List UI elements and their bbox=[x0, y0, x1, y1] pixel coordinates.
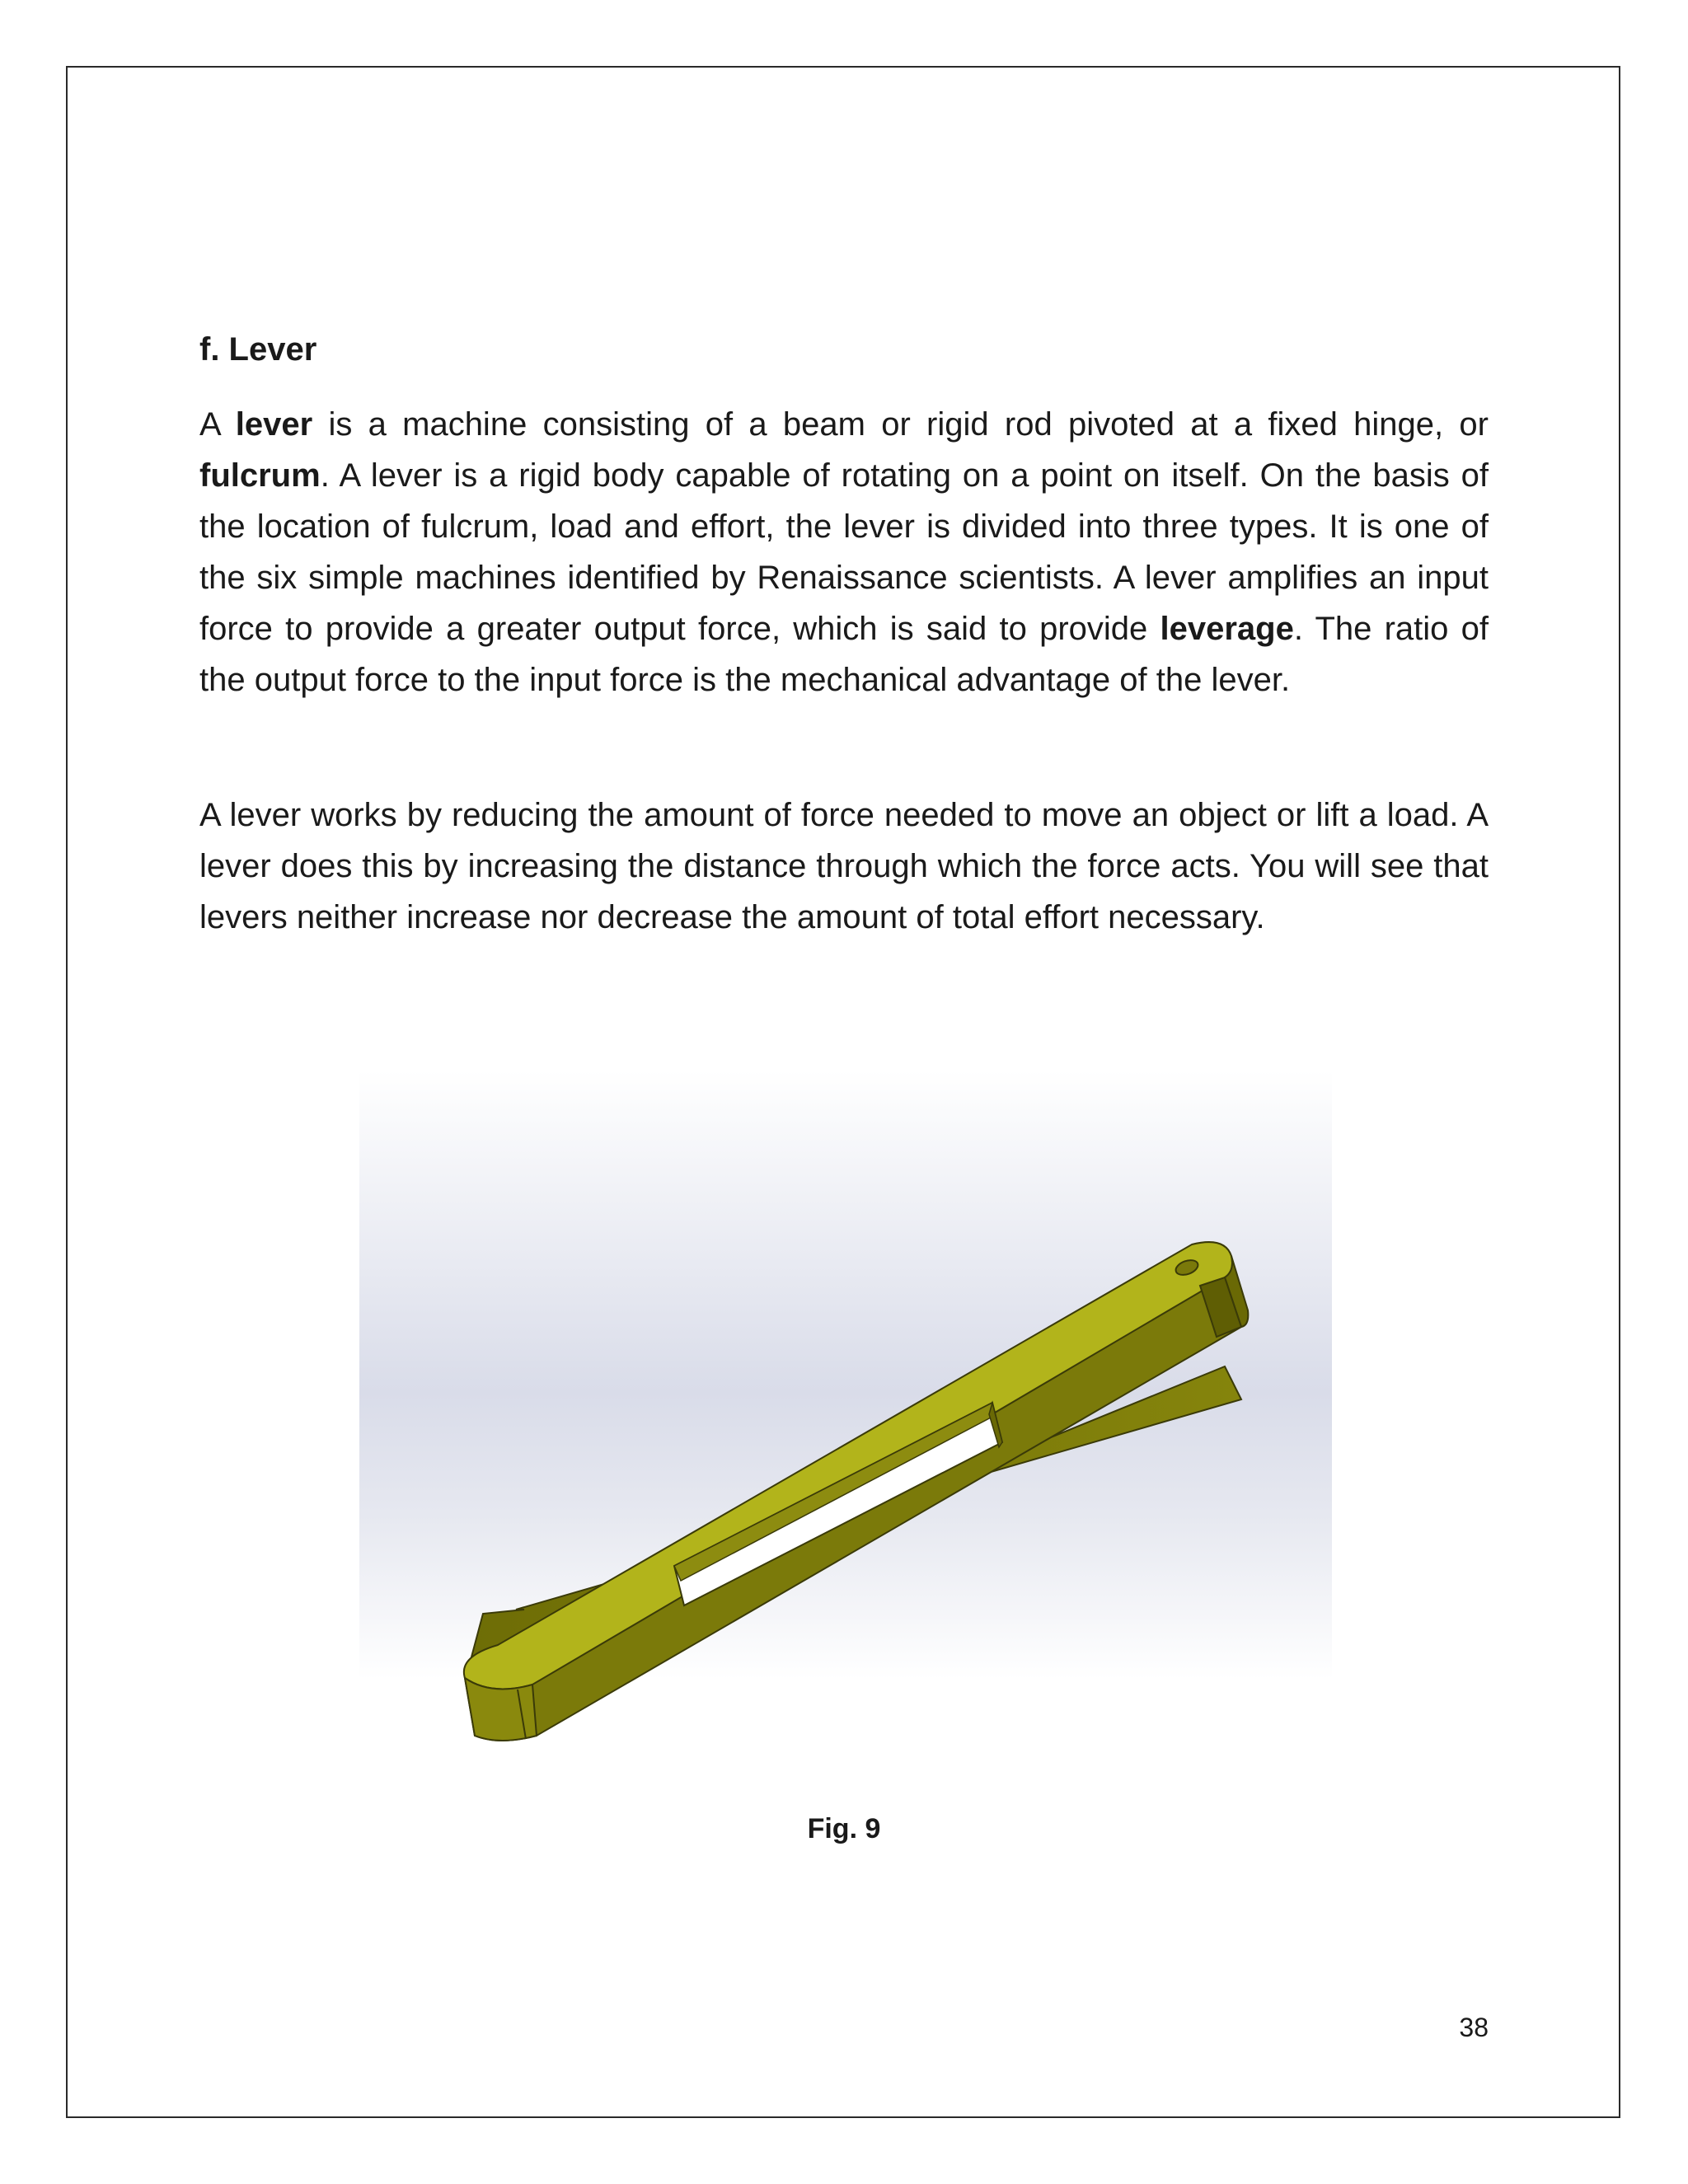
bold-term: lever bbox=[235, 406, 313, 443]
text-run: . The ratio of the output force to the input force is the mechanical advantage of the lever. bbox=[199, 611, 1489, 698]
lever-3d-render bbox=[359, 1070, 1332, 1787]
paragraph-lever-function: A lever works by reducing the amount of force needed to move an object or lift a load. A lever does this by increasing the distance through which the force acts. You will see that levers neither increase nor decrease the amount of total effort necessary. bbox=[199, 797, 1489, 935]
text-run: . A lever is a rigid body capable of rotating on a point on itself. On the basis of the location of fulcrum, load and effort, the lever is divided into three types. It is one of the six simple machines identified by Renaissance scientists. A lever amplifies an input force to provide a greater output force, which is said to provide bbox=[199, 457, 1489, 647]
lever-figure bbox=[359, 1070, 1332, 1787]
figure-caption: Fig. 9 bbox=[807, 1813, 881, 1844]
paragraph-lever-definition bbox=[199, 399, 1489, 705]
section-heading: f. Lever bbox=[199, 331, 317, 368]
bold-term: leverage bbox=[1160, 611, 1294, 647]
text-run: is a machine consisting of a beam or rigid rod pivoted at a fixed hinge, or bbox=[312, 406, 1489, 443]
page-number: 38 bbox=[1459, 2013, 1489, 2042]
document-body bbox=[199, 330, 1489, 943]
text-run: A bbox=[199, 406, 236, 443]
bold-term: fulcrum bbox=[199, 457, 321, 494]
